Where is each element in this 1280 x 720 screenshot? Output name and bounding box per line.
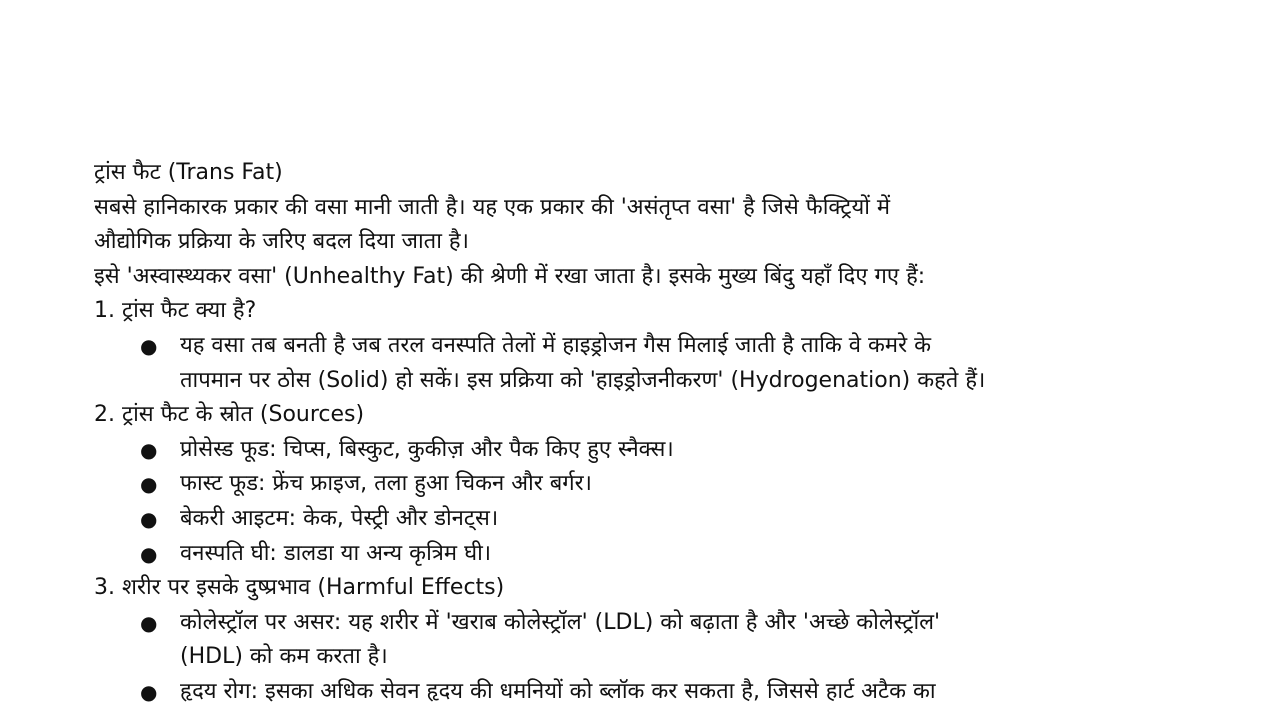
intro-line-3: इसे 'अस्वास्थ्यकर वसा' (Unhealthy Fat) की श्रेणी में रखा जाता है। इसके मुख्य बिंदु यहाँ दिए गए हैं: (94, 263, 926, 289)
bullet-item (94, 467, 1244, 502)
bullet-icon: ● (140, 333, 158, 358)
bullet-continuation: (HDL) को कम करता है। (180, 644, 388, 670)
bullet-item (94, 433, 1244, 468)
bullet-item (94, 606, 1244, 641)
bullet-text: हृदय रोग: इसका अधिक सेवन हृदय की धमनियों को ब्लॉक कर सकता है, जिससे हार्ट अटैक का (180, 678, 936, 704)
bullet-text: फास्ट फूड: फ्रेंच फ्राइज, तला हुआ चिकन और बर्गर। (180, 471, 592, 497)
section-heading-harmful-effects: 3. शरीर पर इसके दुष्प्रभाव (Harmful Effects) (94, 575, 505, 601)
bullet-text: कोलेस्ट्रॉल पर असर: यह शरीर में 'खराब कोलेस्ट्रॉल' (LDL) को बढ़ाता है और 'अच्छे कोलेस्ट्रॉल' (180, 609, 941, 635)
bullet-icon: ● (140, 506, 158, 531)
bullet-text: बेकरी आइटम: केक, पेस्ट्री और डोनट्स। (180, 505, 499, 531)
bullet-item (94, 537, 1244, 572)
bullet-icon: ● (140, 610, 158, 635)
bullet-item (94, 675, 1244, 710)
bullet-text: प्रोसेस्ड फूड: चिप्स, बिस्कुट, कुकीज़ और पैक किए हुए स्नैक्स। (180, 436, 674, 462)
bullet-item (94, 502, 1244, 537)
bullet-icon: ● (140, 437, 158, 462)
section-heading-what-is: 1. ट्रांस फैट क्या है? (94, 298, 257, 324)
document-body (94, 156, 1244, 710)
document-title: ट्रांस फैट (Trans Fat) (94, 160, 283, 185)
bullet-continuation: तापमान पर ठोस (Solid) हो सकें। इस प्रक्रिया को 'हाइड्रोजनीकरण' (Hydrogenation) कहते हैं। (180, 367, 986, 393)
bullet-icon: ● (140, 472, 158, 497)
bullet-item (94, 329, 1244, 364)
bullet-text: वनस्पति घी: डालडा या अन्य कृत्रिम घी। (180, 540, 492, 566)
bullet-icon: ● (140, 541, 158, 566)
section-heading-sources: 2. ट्रांस फैट के स्रोत (Sources) (94, 402, 365, 428)
intro-line-2: औद्योगिक प्रक्रिया के जरिए बदल दिया जाता है। (94, 229, 469, 255)
bullet-text: यह वसा तब बनती है जब तरल वनस्पति तेलों में हाइड्रोजन गैस मिलाई जाती है ताकि वे कमरे के (180, 332, 931, 358)
intro-line-1: सबसे हानिकारक प्रकार की वसा मानी जाती है। यह एक प्रकार की 'असंतृप्त वसा' है जिसे फैक्ट्रियों में (94, 194, 891, 220)
bullet-icon: ● (140, 679, 158, 704)
